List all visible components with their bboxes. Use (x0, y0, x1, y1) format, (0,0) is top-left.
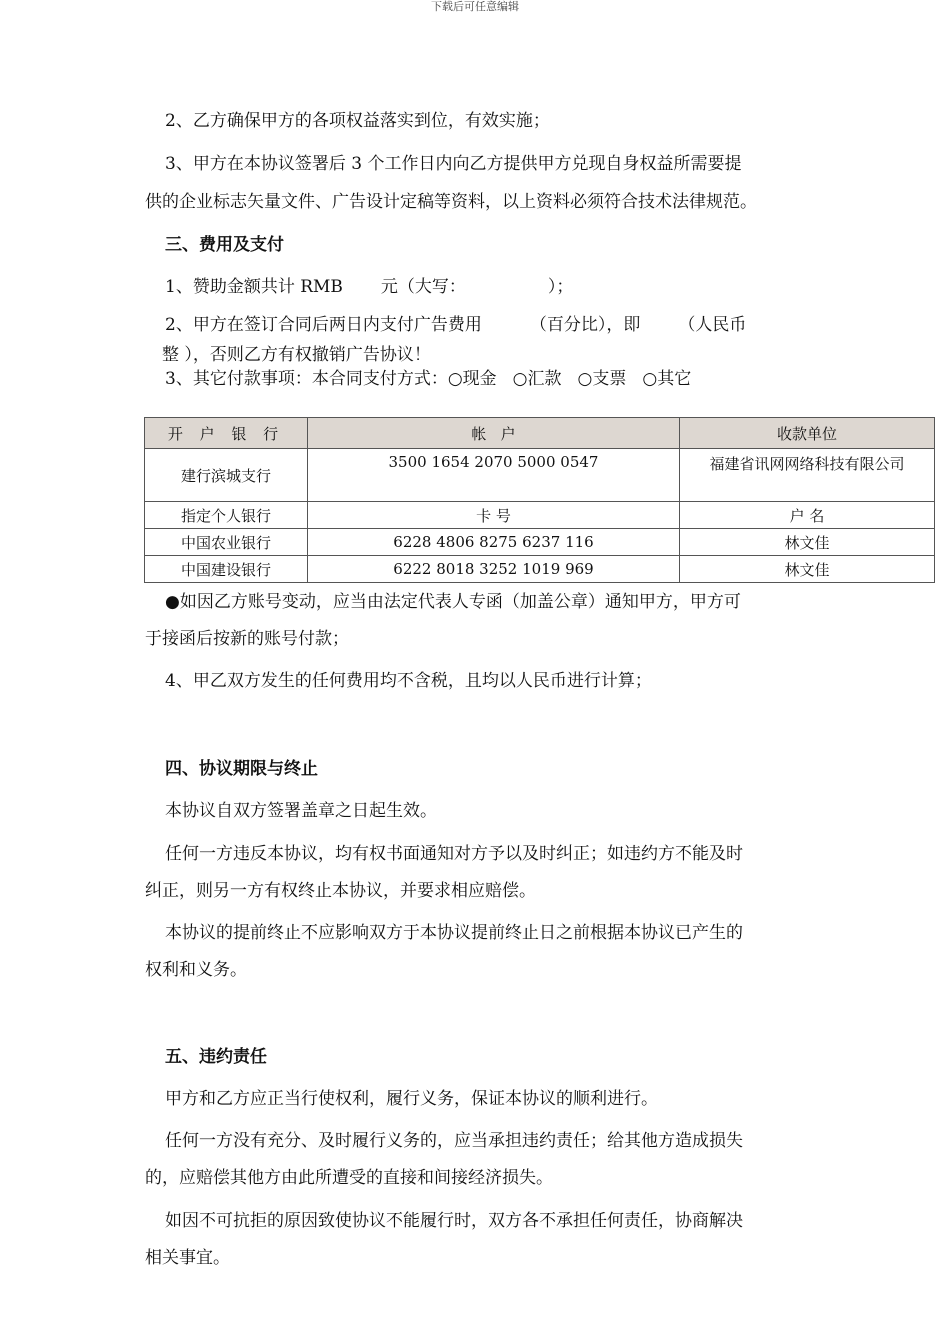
radio-transfer-label: 汇款 (527, 369, 562, 389)
page-header: 下载后可任意编辑 (431, 0, 519, 13)
cell-payee: 林文佳 (680, 556, 935, 583)
table-row (145, 529, 935, 556)
cell-bank: 指定个人银行 (145, 502, 308, 529)
section-5-para3-line1: 如因不可抗拒的原因致使协议不能履行时，双方各不承担任何责任，协商解决 (165, 1211, 743, 1231)
radio-cheque-label: 支票 (592, 369, 627, 389)
section-5-heading: 五、违约责任 (165, 1047, 267, 1067)
section-4-para2-line1: 任何一方违反本协议，均有权书面通知对方予以及时纠正；如违约方不能及时 (165, 844, 743, 864)
clause-3-3-text: 3、其它付款事项：本合同支付方式： (165, 369, 448, 389)
table-row (145, 556, 935, 583)
section-3-heading: 三、费用及支付 (165, 235, 284, 255)
account-change-note-text: 如因乙方账号变动，应当由法定代表人专函（加盖公章）通知甲方，甲方可 (179, 592, 741, 612)
clause-3-2-percent: （百分比），即 (529, 315, 641, 335)
radio-cheque[interactable]: ○支票 (577, 369, 627, 389)
clause-3-2-rmb: （人民币 (678, 315, 747, 335)
col-header-payee: 收款单位 (680, 418, 935, 449)
cell-account: 3500 1654 2070 5000 0547 (308, 449, 680, 502)
table-row (145, 502, 935, 529)
cell-payee: 福建省讯网网络科技有限公司 (680, 449, 935, 502)
account-change-note-line2: 于接函后按新的账号付款； (145, 629, 349, 649)
cell-bank: 中国建设银行 (145, 556, 308, 583)
clause-3-3 (145, 366, 835, 392)
clause-3-1-capital-label: 元（大写： (380, 277, 466, 297)
cell-bank: 中国农业银行 (145, 529, 308, 556)
cell-payee: 林文佳 (680, 529, 935, 556)
section-4-para3-line2: 权利和义务。 (145, 960, 247, 980)
section-5-para3-line2: 相关事宜。 (145, 1248, 230, 1268)
table-row (145, 449, 935, 502)
col-header-bank: 开 户 银 行 (145, 418, 308, 449)
clause-3-1 (145, 269, 835, 305)
section-5-para2-line1: 任何一方没有充分、及时履行义务的，应当承担违约责任；给其他方造成损失 (165, 1131, 743, 1151)
cell-payee: 户 名 (680, 502, 935, 529)
clause-2-3-line1: 3、甲方在本协议签署后 3 个工作日内向乙方提供甲方兑现自身权益所需要提 (165, 154, 742, 174)
radio-transfer[interactable]: ○汇款 (512, 369, 562, 389)
section-4-para2-line2: 纠正，则另一方有权终止本协议，并要求相应赔偿。 (145, 881, 536, 901)
radio-other[interactable]: ○其它 (642, 369, 692, 389)
bank-account-table (144, 417, 935, 583)
clause-3-2-text: 2、甲方在签订合同后两日内支付广告费用 (165, 315, 482, 335)
clause-3-4: 4、甲乙双方发生的任何费用均不含税，且均以人民币进行计算； (165, 671, 652, 691)
clause-2-2: 2、乙方确保甲方的各项权益落实到位，有效实施； (165, 111, 550, 131)
bullet-icon: ● (165, 592, 180, 612)
cell-bank: 建行滨城支行 (145, 449, 308, 502)
section-5-para2-line2: 的，应赔偿其他方由此所遭受的直接和间接经济损失。 (145, 1168, 553, 1188)
radio-cash[interactable]: ○现金 (447, 369, 497, 389)
clause-3-1-close: ）； (547, 277, 574, 297)
clause-3-2-line2: 整 ），否则乙方有权撤销广告协议！ (162, 345, 431, 365)
table-header-row (145, 418, 935, 449)
section-4-para1: 本协议自双方签署盖章之日起生效。 (165, 801, 437, 821)
section-4-heading: 四、协议期限与终止 (165, 759, 318, 779)
cell-account: 卡 号 (308, 502, 680, 529)
col-header-account: 帐 户 (308, 418, 680, 449)
clause-3-2-line1 (145, 312, 835, 338)
cell-account: 6222 8018 3252 1019 969 (308, 556, 680, 583)
clause-2-3-line2: 供的企业标志矢量文件、广告设计定稿等资料，以上资料必须符合技术法律规范。 (145, 192, 757, 212)
account-change-note-line1 (145, 584, 835, 620)
section-4-para3-line1: 本协议的提前终止不应影响双方于本协议提前终止日之前根据本协议已产生的 (165, 923, 743, 943)
section-5-para1: 甲方和乙方应正当行使权利，履行义务，保证本协议的顺利进行。 (165, 1089, 658, 1109)
radio-cash-label: 现金 (462, 369, 497, 389)
clause-3-1-amount-label: 1、赞助金额共计 RMB (165, 277, 343, 297)
radio-other-label: 其它 (657, 369, 692, 389)
cell-account: 6228 4806 8275 6237 116 (308, 529, 680, 556)
